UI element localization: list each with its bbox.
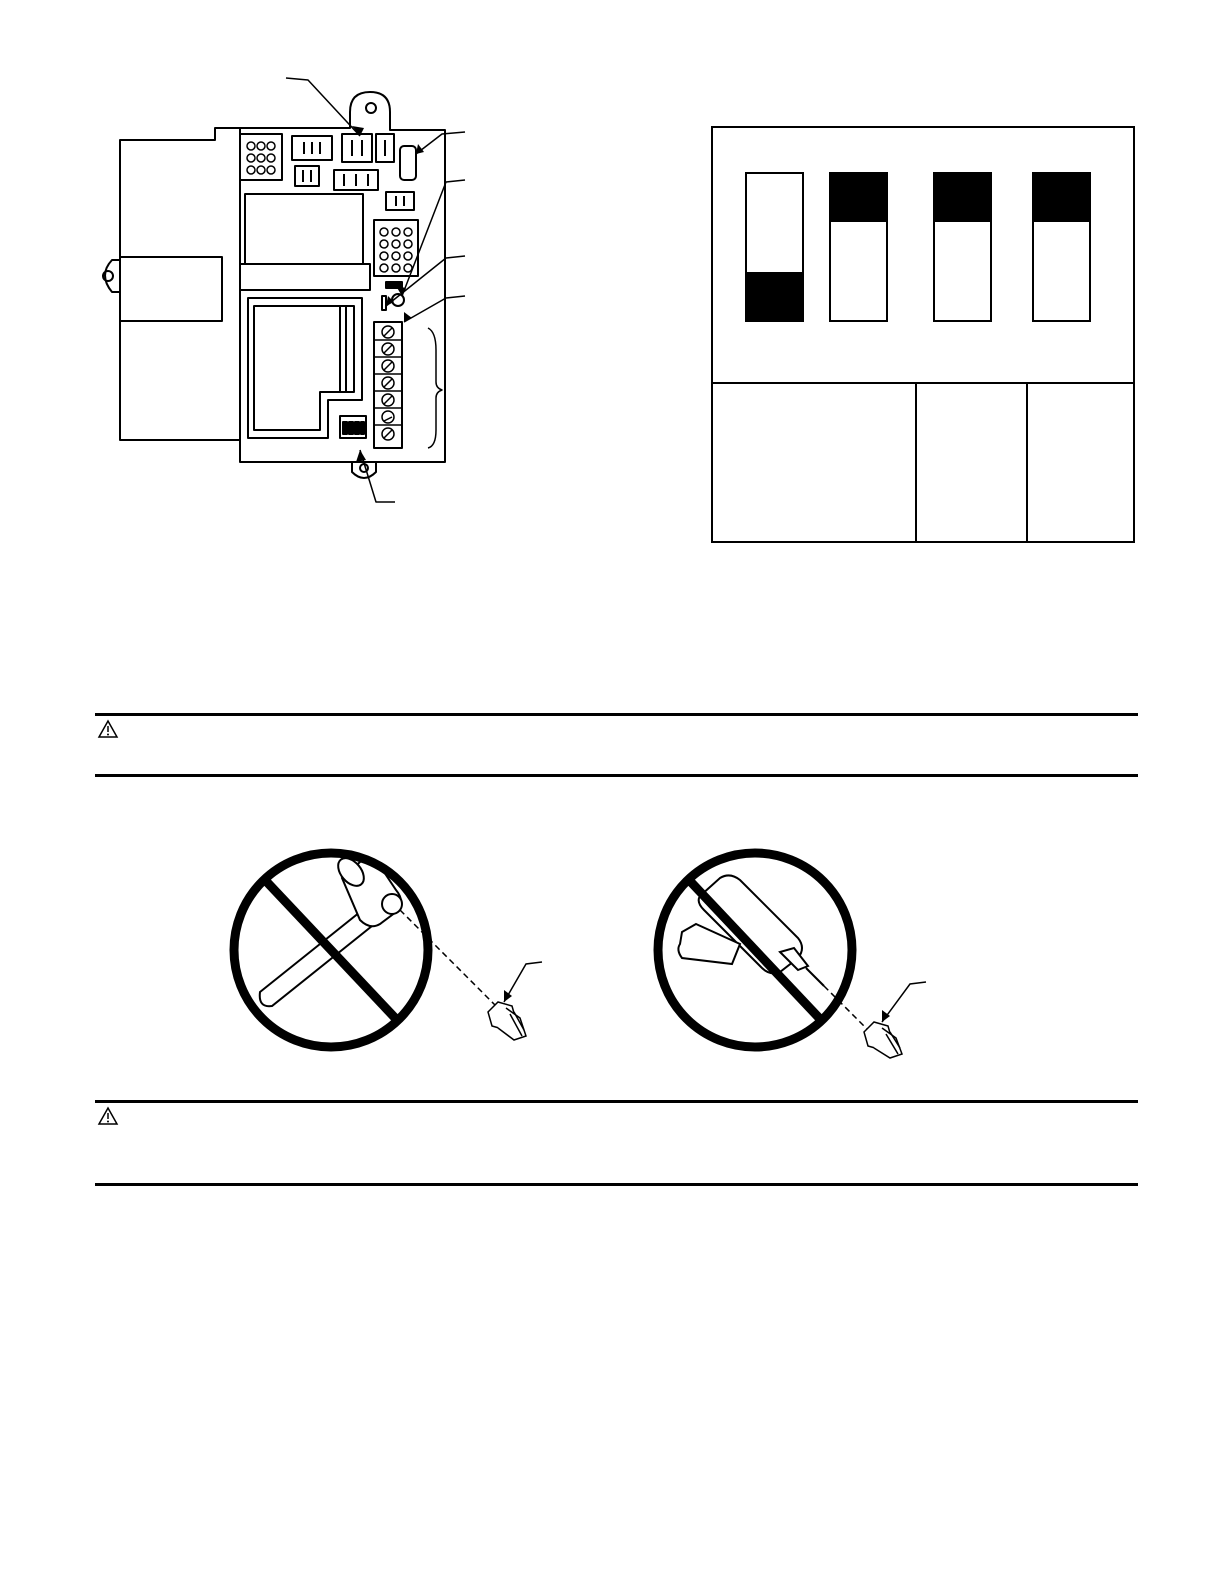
warning-triangle-icon <box>97 1106 119 1126</box>
dip-switch-4 <box>1033 173 1090 321</box>
warning-1-top-rule <box>95 713 1138 716</box>
orifice-2 <box>864 1022 902 1058</box>
warning-triangle-icon <box>97 719 119 739</box>
dip-switch-3 <box>934 173 991 321</box>
dip-switch-figure <box>711 126 1135 544</box>
orifice-drawing <box>220 840 940 1070</box>
control-board-drawing <box>90 70 480 510</box>
control-board-figure <box>90 70 480 510</box>
orifice-1 <box>488 1002 526 1040</box>
dip-switch-1 <box>746 173 803 321</box>
warning-2-top-rule <box>95 1100 1138 1103</box>
hammer-icon <box>260 853 402 1006</box>
dip-switch-2 <box>830 173 887 321</box>
warning-1-bottom-rule <box>95 774 1138 777</box>
warning-2-bottom-rule <box>95 1183 1138 1186</box>
dip-switch-diagram <box>711 126 1135 544</box>
orifice-figure <box>220 840 940 1070</box>
